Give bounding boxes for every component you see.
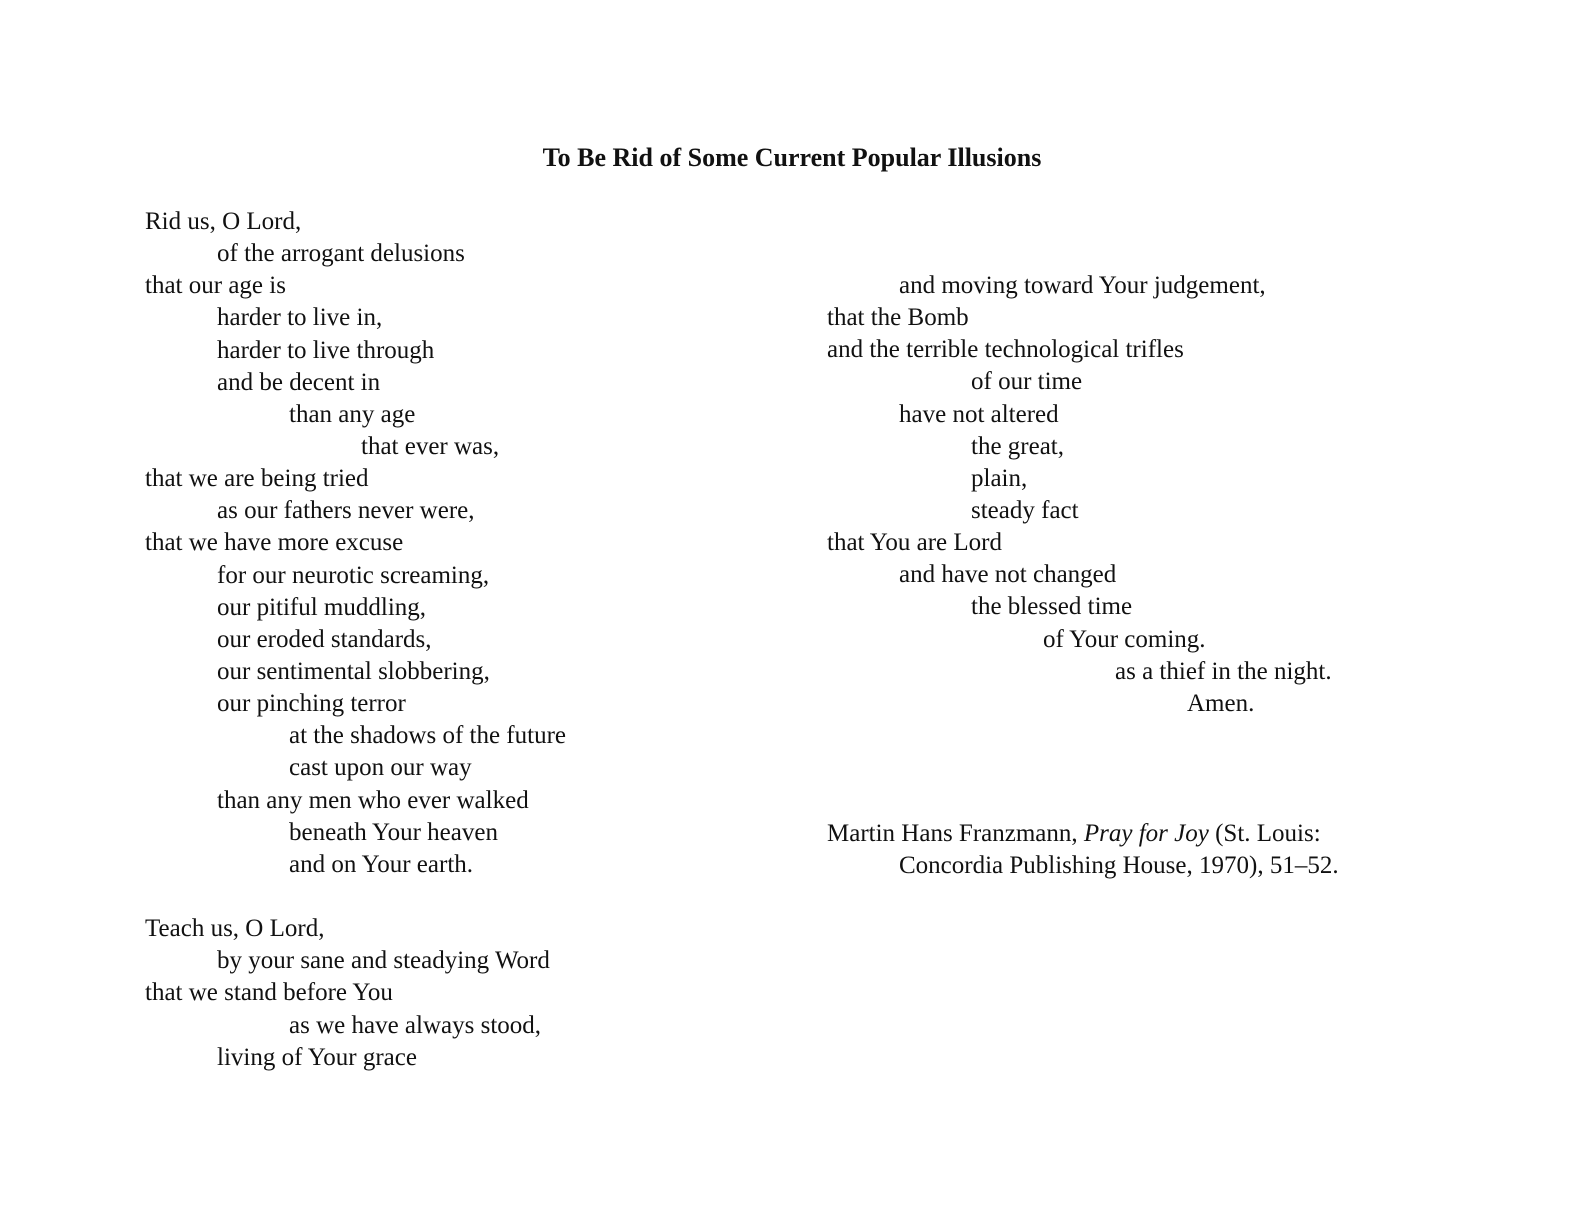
poem-line: as our fathers never were, <box>217 497 475 525</box>
poem-line: our eroded standards, <box>217 625 432 653</box>
poem-line: by your sane and steadying Word <box>217 947 550 975</box>
citation-line-2: Concordia Publishing House, 1970), 51–52. <box>899 852 1339 880</box>
poem-line: as we have always stood, <box>289 1011 542 1039</box>
poem-line: as a thief in the night. <box>1115 657 1332 685</box>
poem-line: beneath Your heaven <box>289 818 498 846</box>
poem-line: and moving toward Your judgement, <box>899 272 1266 299</box>
poem-line: our pinching terror <box>217 690 406 718</box>
poem-line: that we are being tried <box>145 465 369 493</box>
poem-line: Teach us, O Lord, <box>145 915 325 943</box>
poem-line: and be decent in <box>217 368 381 396</box>
poem-line: steady fact <box>971 496 1079 524</box>
poem-line: Rid us, O Lord, <box>145 208 302 235</box>
right-column <box>827 270 1332 720</box>
citation-line-1 <box>827 818 1339 850</box>
poem-line: than any men who ever walked <box>217 786 529 814</box>
poem-line: have not altered <box>899 400 1059 428</box>
poem-line: that we have more excuse <box>145 529 404 557</box>
poem-line: of the arrogant delusions <box>217 240 465 268</box>
poem-line: for our neurotic screaming, <box>217 561 490 589</box>
left-column <box>145 206 566 1074</box>
citation-publisher: (St. Louis: <box>1208 820 1321 847</box>
poem-line: that we stand before You <box>145 979 393 1007</box>
poem-line: the great, <box>971 432 1065 460</box>
citation <box>827 818 1339 882</box>
poem-title: To Be Rid of Some Current Popular Illusions <box>542 143 1042 172</box>
poem-line: Amen. <box>1187 689 1255 717</box>
poem-line: at the shadows of the future <box>289 722 567 750</box>
poem-line: and have not changed <box>899 561 1117 589</box>
stanza-break <box>145 881 566 913</box>
poem-line: of our time <box>971 368 1083 396</box>
stanza-2 <box>145 913 566 1074</box>
poem-line: that our age is <box>145 272 286 300</box>
stanza-1 <box>145 206 566 881</box>
poem-line: our sentimental slobbering, <box>217 657 490 685</box>
poem-line: plain, <box>971 464 1028 492</box>
poem-line: that You are Lord <box>827 529 1002 557</box>
poem-line: the blessed time <box>971 593 1133 621</box>
poem-line: and the terrible technological trifles <box>827 336 1184 364</box>
citation-author: Martin Hans Franzmann, <box>827 820 1084 847</box>
poem-line: that ever was, <box>361 432 500 460</box>
poem-line: than any age <box>289 400 416 428</box>
citation-book-title: Pray for Joy <box>1083 820 1209 847</box>
poem-line: cast upon our way <box>289 754 472 782</box>
poem-line: harder to live through <box>217 336 435 364</box>
poem-line: harder to live in, <box>217 304 383 332</box>
poem-line: our pitiful muddling, <box>217 593 427 621</box>
stanza-continuation <box>827 270 1332 720</box>
poem-line: living of Your grace <box>217 1043 417 1071</box>
poem-line: of Your coming. <box>1043 625 1206 653</box>
poem-line: and on Your earth. <box>289 850 474 878</box>
poem-line: that the Bomb <box>827 304 969 332</box>
